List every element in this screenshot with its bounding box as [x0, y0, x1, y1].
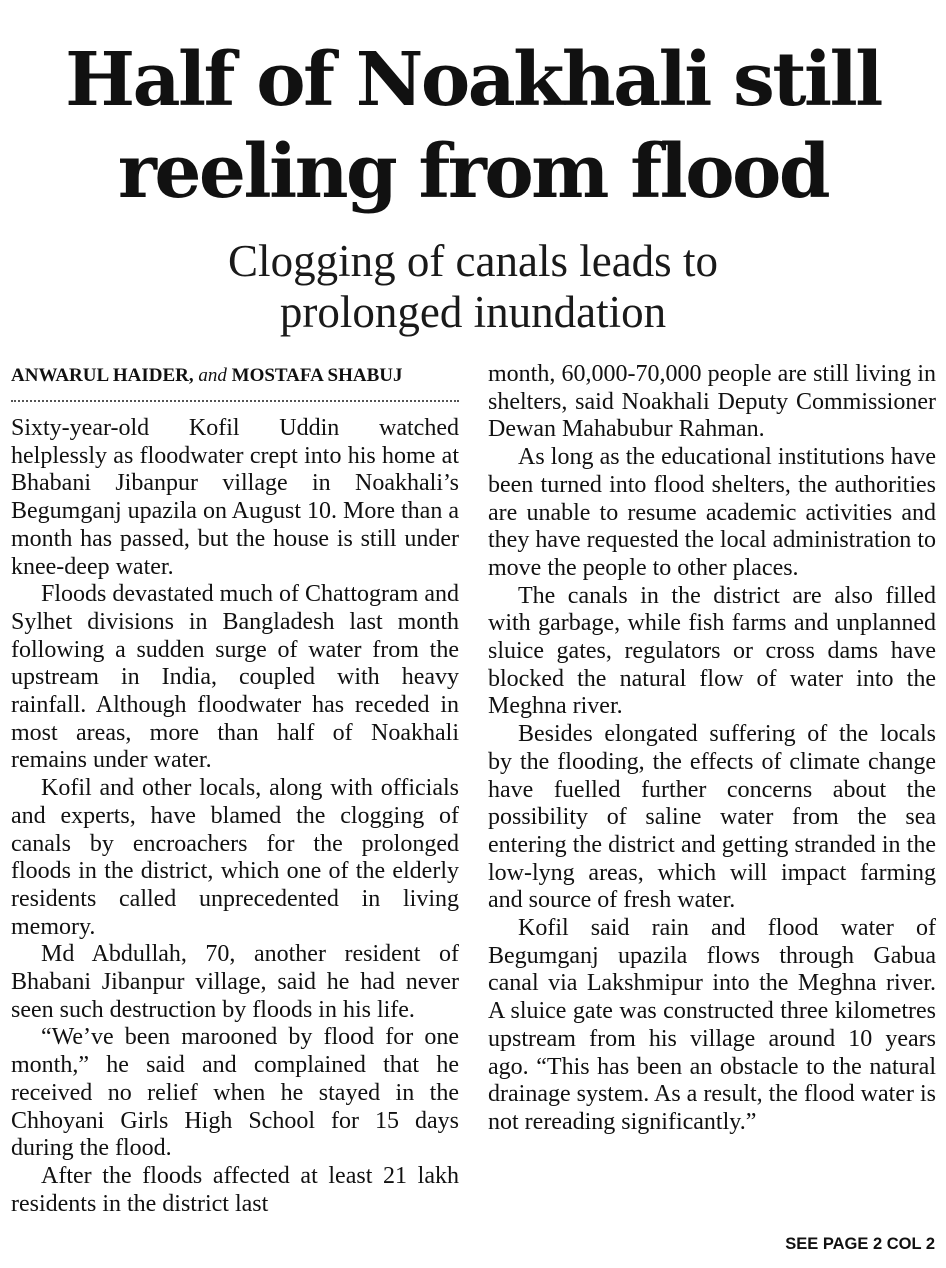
paragraph: “We’ve been marooned by flood for one month,” he said and complained that he received no relief when he stayed in the Chhoyani Girls High School for 15 days during the flood.	[11, 1024, 459, 1162]
byline	[11, 365, 459, 387]
paragraph: Kofil said rain and flood water of Begumganj upazila flows through Gabua canal via Lakshmipur into the Meghna river. A sluice gate was constructed three kilometres upstream from his village around 10 years ago. “This has been an obstacle to the natural drainage system. As a result, the flood water is not rereading significantly.”	[488, 915, 936, 1135]
article-column-right	[488, 361, 936, 1137]
headline-line-1: Half of Noakhali still	[65, 37, 881, 123]
subheadline	[0, 236, 946, 338]
paragraph: Kofil and other locals, along with officials and experts, have blamed the clogging of canals by encroachers for the prolonged floods in the district, which one of the elderly residents called unprecedented in living memory.	[11, 775, 459, 940]
subheadline-line-2: prolonged inundation	[279, 287, 667, 337]
continuation-jump-line: SEE PAGE 2 COL 2	[785, 1235, 935, 1253]
paragraph: Md Abdullah, 70, another resident of Bhabani Jibanpur village, said he had never seen such destruction by floods in his life.	[11, 941, 459, 1023]
headline	[0, 34, 946, 218]
byline-divider	[11, 400, 459, 402]
subheadline-line-1: Clogging of canals leads to	[228, 236, 718, 286]
headline-line-2: reeling from flood	[117, 129, 829, 215]
byline-author-1: ANWARUL HAIDER,	[11, 365, 194, 386]
paragraph: Besides elongated suffering of the locals by the flooding, the effects of climate change have fuelled further concerns about the possibility of saline water from the sea entering the district and getting stranded in the low-lyng areas, which will impact farming and source of fresh water.	[488, 721, 936, 914]
article-column-left	[11, 415, 459, 1218]
paragraph-continued: month, 60,000-70,000 people are still living in shelters, said Noakhali Deputy Commissioner Dewan Mahabubur Rahman.	[488, 361, 936, 443]
paragraph: The canals in the district are also filled with garbage, while fish farms and unplanned sluice gates, regulators or cross dams have blocked the natural flow of water into the Meghna river.	[488, 582, 936, 720]
byline-conjunction: and	[198, 365, 227, 386]
paragraph: As long as the educational institutions have been turned into flood shelters, the authorities are unable to resume academic activities and they have requested the local administration to move the people to other places.	[488, 444, 936, 581]
paragraph: After the floods affected at least 21 lakh residents in the district last	[11, 1162, 459, 1217]
byline-author-2: MOSTAFA SHABUJ	[231, 365, 403, 386]
paragraph: Floods devastated much of Chattogram and Sylhet divisions in Bangladesh last month following a sudden surge of water from the upstream in India, coupled with heavy rainfall. Although floodwater has receded in most areas, more than half of Noakhali remains under water.	[11, 581, 459, 774]
paragraph: Sixty-year-old Kofil Uddin watched helplessly as floodwater crept into his home at Bhabani Jibanpur village in Noakhali’s Begumganj upazila on August 10. More than a month has passed, but the house is still under knee-deep water.	[11, 415, 459, 580]
